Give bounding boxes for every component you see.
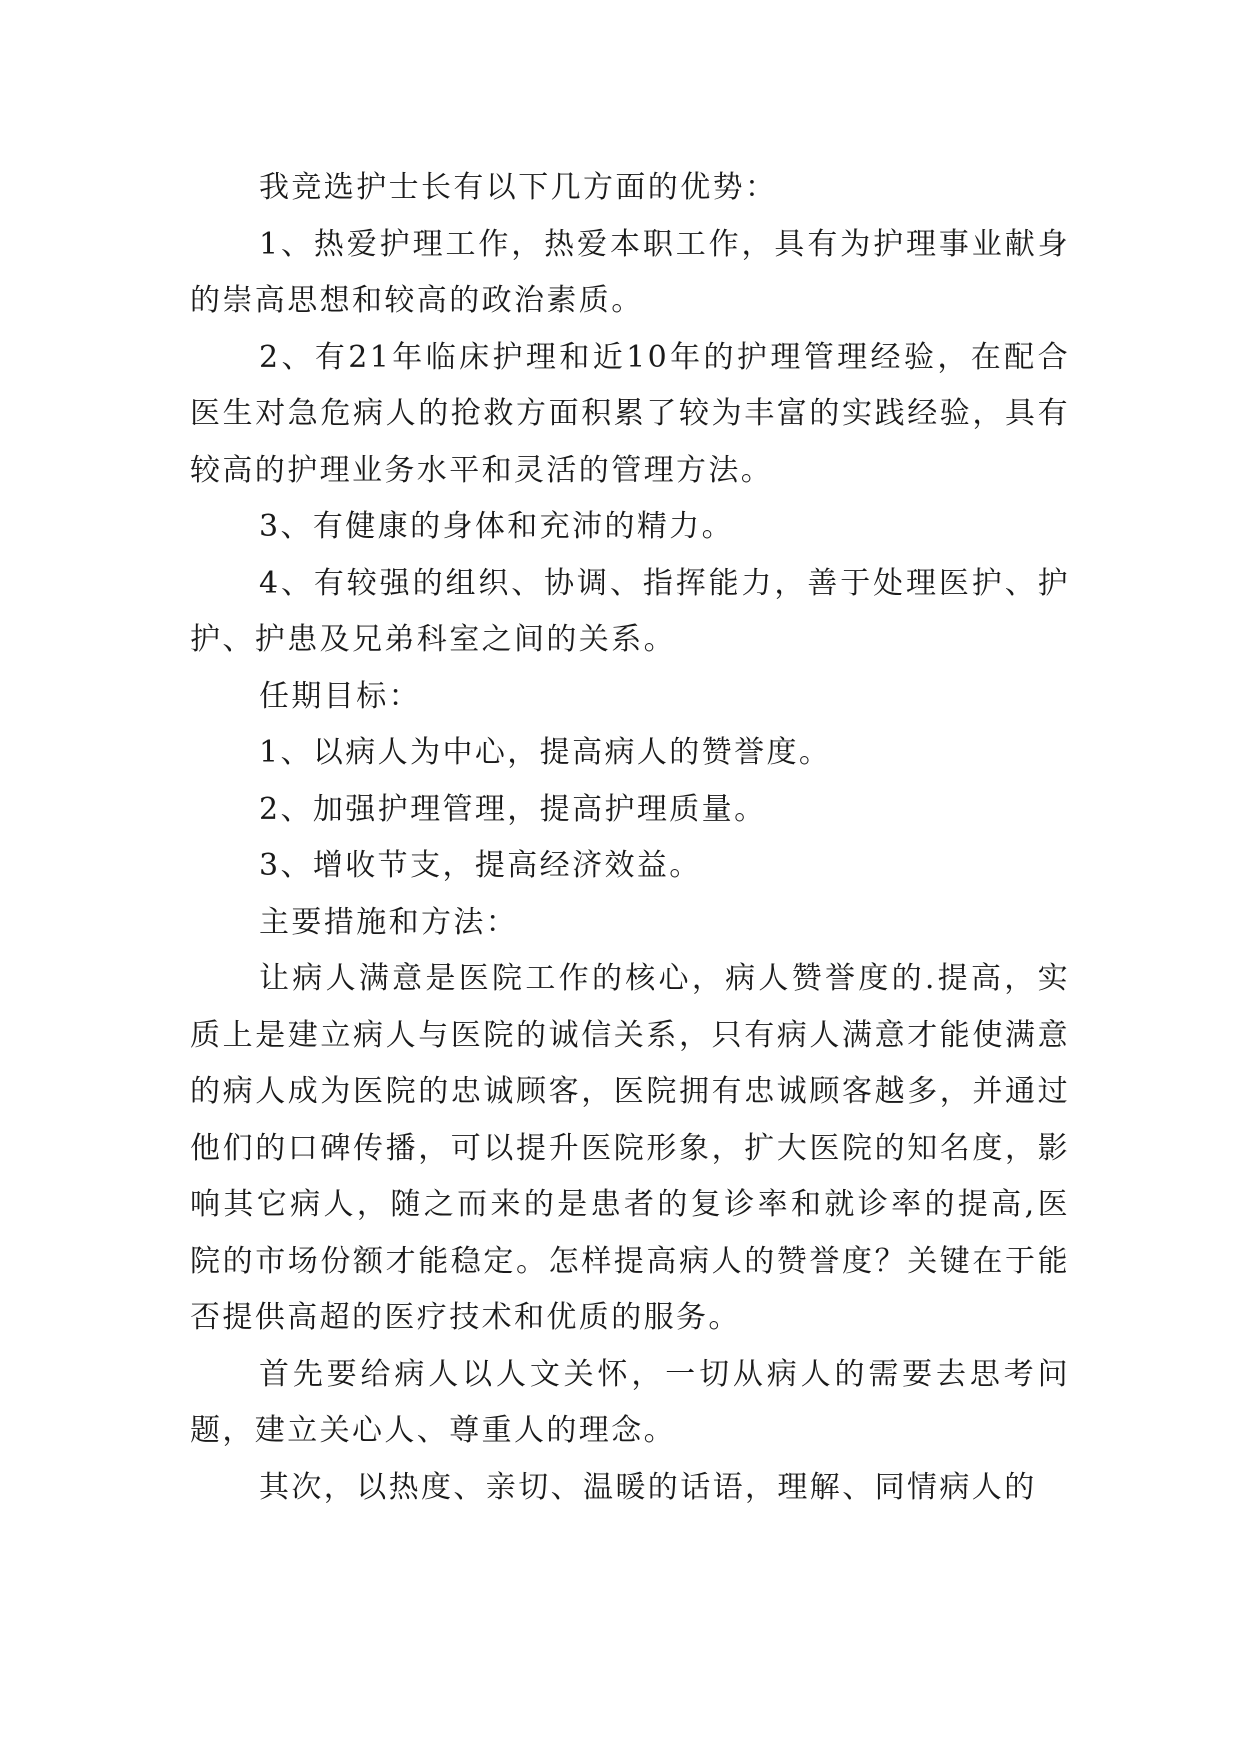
paragraph-advantage-2: 2、有21年临床护理和近10年的护理管理经验，在配合医生对急危病人的抢救方面积累了较为丰富的实践经验，具有较高的护理业务水平和灵活的管理方法。 [190, 339, 1070, 488]
paragraph-first: 首先要给病人以人文关怀，一切从病人的需要去思考问题，建立关心人、尊重人的理念。 [190, 1356, 1070, 1448]
paragraph-advantage-3: 3、有健康的身体和充沛的精力。 [259, 509, 735, 544]
paragraph-second: 其次，以热度、亲切、温暖的话语，理解、同情病人的 [259, 1469, 1037, 1505]
paragraph-goal-3: 3、增收节支，提高经济效益。 [259, 848, 702, 883]
paragraph-measures-heading: 主要措施和方法： [259, 904, 519, 940]
paragraph-goal-1: 1、以病人为中心，提高病人的赞誉度。 [259, 735, 832, 770]
document-body [190, 160, 1070, 1516]
paragraph-goals-heading: 任期目标： [259, 678, 421, 714]
paragraph-goal-2: 2、加强护理管理，提高护理质量。 [259, 791, 767, 827]
paragraph-measures-body: 让病人满意是医院工作的核心，病人赞誉度的.提高，实质上是建立病人与医院的诚信关系，只有病人满意才能使满意的病人成为医院的忠诚顾客，医院拥有忠诚顾客越多，并通过他们的口碑传播，可以提升医院形象，扩大医院的知名度，影响其它病人，随之而来的是患者的复诊率和就诊率的提高,医院的市场份额才能稳定。怎样提高病人的赞誉度？关键在于能否提供高超的医疗技术和优质的服务。 [190, 961, 1070, 1335]
paragraph-advantages-heading: 我竞选护士长有以下几方面的优势： [259, 170, 778, 205]
paragraph-advantage-1: 1、热爱护理工作，热爱本职工作，具有为护理事业献身的崇高思想和较高的政治素质。 [190, 226, 1070, 318]
paragraph-advantage-4: 4、有较强的组织、协调、指挥能力，善于处理医护、护护、护患及兄弟科室之间的关系。 [190, 565, 1070, 657]
